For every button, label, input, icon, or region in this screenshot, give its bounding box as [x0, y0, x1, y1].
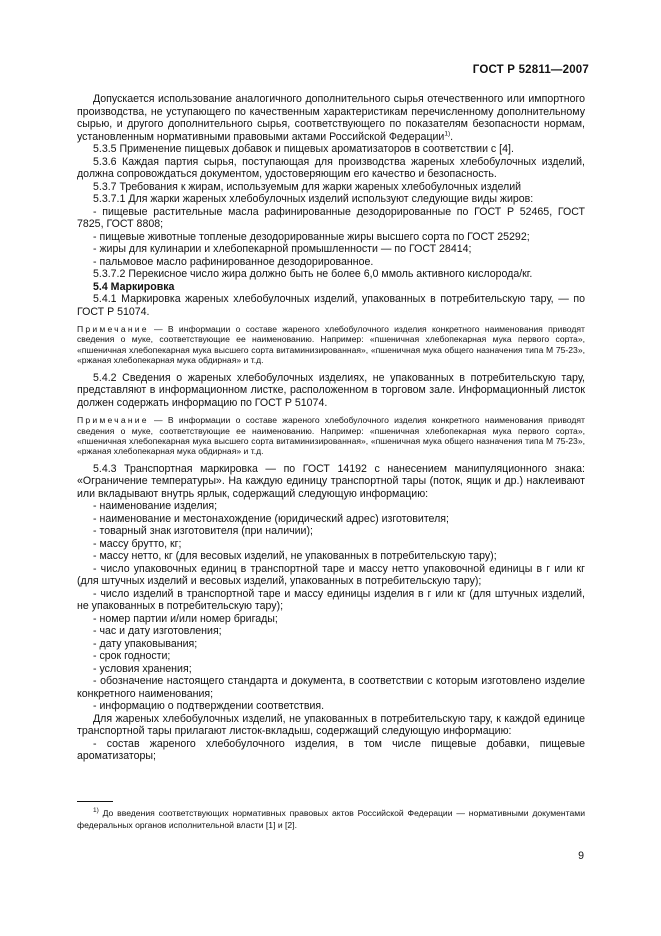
clause-5-3-6: 5.3.6 Каждая партия сырья, поступающая для производства жареных хлебобулочных изделий, должна сопровождаться документом, удостоверяющим его качество и безопасность. — [77, 155, 585, 180]
list-item-animal-fats: - пищевые животные топленые дезодорированные жиры высшего сорта по ГОСТ 25292; — [93, 230, 530, 243]
list-item: - дату упаковывания; — [93, 637, 198, 650]
note-2 — [77, 415, 585, 457]
clause-5-4-1: 5.4.1 Маркировка жареных хлебобулочных изделий, упакованных в потребительскую тару, — по ГОСТ Р 51074. — [77, 293, 585, 318]
footnote-ref: 1) — [444, 129, 451, 137]
list-item: - условия хранения; — [93, 662, 192, 675]
list-item: - массу брутто, кг; — [93, 537, 182, 550]
footnote-text: До введения соответствующих нормативных правовых актов Российской Федерации — нормативными документами федеральных органов исполнительной власти [1] и [2]. — [77, 808, 585, 830]
note-label: Примечание — [77, 415, 149, 426]
clause-5-4-3: 5.4.3 Транспортная маркировка — по ГОСТ 14192 с нанесением манипуляционного знака: «Ограничение температуры». На каждую единицу транспортной тары (поток, ящик и др.) наклеивают или вкладывают внутрь ярлык, содержащий следующую информацию: — [77, 462, 585, 500]
list-item: - номер партии и/или номер бригады; — [93, 612, 278, 625]
list-item: - число изделий в транспортной таре и массу единицы изделия в г или кг (для штучных изделий, не упакованных в потребительскую тару); — [77, 587, 585, 613]
list-item: - час и дату изготовления; — [93, 625, 222, 638]
list-item-composition: - состав жареного хлебобулочного изделия, в том числе пищевые добавки, пищевые ароматизаторы; — [77, 737, 585, 763]
note-text: — В информации о составе жареного хлебобулочного изделия конкретного наименования приводят сведения о муке, соответствующие ее наименованию. Например: «пшеничная хлебопекарная мука первого сорта», «пшеничная хлебопекарная мука высшего сорта витаминизированная», «пшеничная мука общего назначения типа М 75-23», «ржаная хлебопекарная мука обдирная» и т.д. — [77, 415, 585, 457]
clause-5-3-7-2: 5.3.7.2 Перекисное число жира должно быть не более 6,0 ммоль активного кислорода/кг. — [93, 268, 533, 280]
paragraph-text: Допускается использование аналогичного дополнительного сырья отечественного или импортного производства, не уступающего по качественным характеристикам перечисленному дополнительному сырью, и другого дополнительного сырья, соответствующего по показателям безопасности нормам, установленным нормативными правовыми актами Российской Федерации — [77, 93, 585, 143]
note-label: Примечание — [77, 324, 149, 334]
list-item-culinary-fats: - жиры для кулинарии и хлебопекарной промышленности — по ГОСТ 28414; — [93, 243, 472, 255]
list-item: - срок годности; — [93, 650, 171, 663]
main-text — [77, 93, 585, 763]
footnote — [77, 808, 585, 831]
list-item-oils: - пищевые растительные масла рафинированные дезодорированные по ГОСТ Р 52465, ГОСТ 7825, ГОСТ 8808; — [77, 205, 585, 230]
note-text: — В информации о составе жареного хлебобулочного изделия конкретного наименования приводят сведения о муке, соответствующие ее наименованию. Например: «пшеничная хлебопекарная мука первого сорта», «пшеничная хлебопекарная мука высшего сорта витаминизированная», «пшеничная мука общего назначения типа М 75-23», «ржаная хлебопекарная мука обдирная» и т.д. — [77, 324, 585, 366]
list-item: - информацию о подтверждении соответствия. — [93, 700, 325, 713]
paragraph-insert-sheet: Для жареных хлебобулочных изделий, не упакованных в потребительскую тару, к каждой единице транспортной тары прилагают листок-вкладыш, содержащий следующую информацию: — [77, 712, 585, 738]
list-item: - число упаковочных единиц в транспортной таре и массу нетто упаковочной единицы в г или кг (для штучных изделий и весовых изделий, упакованных в потребительскую тару); — [77, 562, 585, 588]
note-1 — [77, 324, 585, 366]
page-number: 9 — [578, 850, 584, 862]
list-item: - товарный знак изготовителя (при наличии); — [93, 525, 313, 538]
clause-5-3-7-1: 5.3.7.1 Для жарки жареных хлебобулочных изделий используют следующие виды жиров: — [93, 193, 534, 205]
footnote-divider — [77, 801, 113, 802]
clause-5-4-2: 5.4.2 Сведения о жареных хлебобулочных изделиях, не упакованных в потребительскую тару, представляют в информационном листке, расположенном в торговом зале. Информационный листок должен содержать информацию по ГОСТ Р 51074. — [77, 371, 585, 409]
paragraph-additional-raw — [77, 93, 585, 143]
clause-5-3-7: 5.3.7 Требования к жирам, используемым для жарки жареных хлебобулочных изделий — [93, 180, 522, 193]
list-item: - наименование изделия; — [93, 500, 218, 513]
list-item: - массу нетто, кг (для весовых изделий, не упакованных в потребительскую тару); — [93, 550, 497, 563]
list-item: - наименование и местонахождение (юридический адрес) изготовителя; — [93, 512, 449, 525]
list-item-palm-oil: - пальмовое масло рафинированное дезодорированное. — [93, 255, 374, 268]
section-heading-5-4: 5.4 Маркировка — [93, 280, 175, 293]
footnote-mark: 1) — [93, 807, 99, 815]
list-item: - обозначение настоящего стандарта и документа, в соответствии с которым изготовлено изделие конкретного наименования; — [77, 675, 585, 700]
clause-5-3-5: 5.3.5 Применение пищевых добавок и пищевых ароматизаторов в соответствии с [4]. — [93, 143, 514, 155]
paragraph-end: . — [450, 130, 454, 143]
label-info-list — [77, 500, 585, 713]
document-id-header: ГОСТ Р 52811—2007 — [472, 64, 589, 76]
